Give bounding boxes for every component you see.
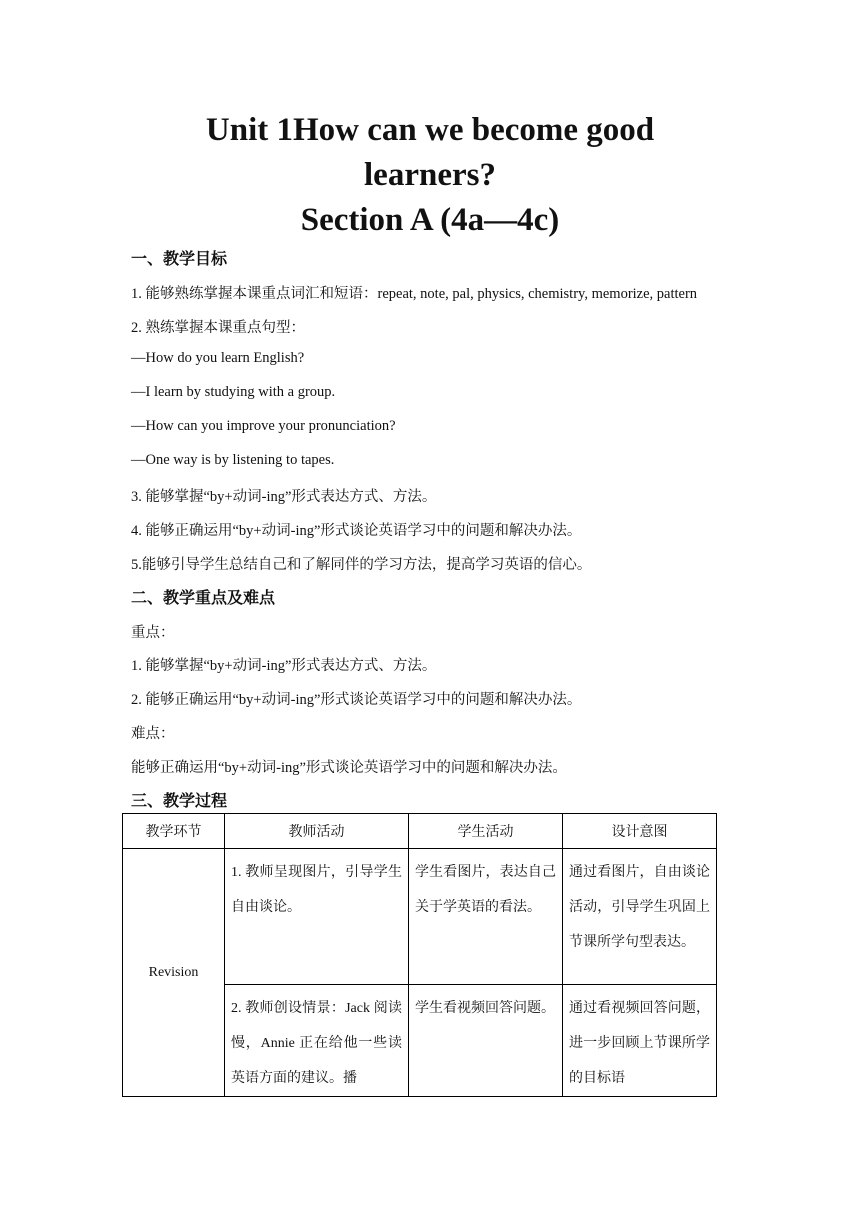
objective-item: 1. 能够熟练掌握本课重点词汇和短语：repeat, note, pal, physics, chemistry, memorize, pattern [131,286,698,302]
key-point-item: 重点： [131,625,175,641]
column-header: 教学环节 [123,814,225,849]
process-heading: 三、教学过程 [131,791,228,810]
objective-item: 2. 熟练掌握本课重点句型： [131,320,305,336]
teacher-activity-cell [225,849,409,985]
objective-item: —How do you learn English? [131,350,305,366]
key-point-item: 能够正确运用“by+动词-ing”形式谈论英语学习中的问题和解决办法。 [131,760,567,776]
title-line-1: Unit 1How can we become good [205,112,655,148]
key-point-item: 难点： [131,726,175,742]
purpose-cell [563,849,717,985]
key-point-item: 1. 能够掌握“by+动词-ing”形式表达方式、方法。 [131,658,437,674]
teacher-activity-text: 1. 教师呈现图片，引导学生自由谈论。 [231,865,402,915]
key-point-item: 2. 能够正确运用“by+动词-ing”形式谈论英语学习中的问题和解决办法。 [131,692,582,708]
title-line-2: learners? [364,157,496,193]
student-activity-cell [409,849,563,985]
title-line-3: Section A (4a—4c) [300,202,560,238]
student-activity-text: 学生看视频回答问题。 [415,1001,555,1016]
objective-item: 5.能够引导学生总结自己和了解同伴的学习方法，提高学习英语的信心。 [131,557,592,573]
column-header: 学生活动 [409,814,563,849]
student-activity-cell [409,985,563,1097]
purpose-text: 通过看视频回答问题，进一步回顾上节课所学的目标语 [569,1001,710,1086]
teacher-activity-cell [225,985,409,1097]
stage-cell: Revision [123,849,225,1097]
page-title [100,108,760,243]
teaching-process-table [122,813,717,1097]
objectives-heading: 一、教学目标 [131,249,228,268]
purpose-text: 通过看图片，自由谈论活动，引导学生巩固上节课所学句型表达。 [569,865,710,950]
student-activity-text: 学生看图片，表达自己关于学英语的看法。 [415,865,556,915]
column-header: 设计意图 [563,814,717,849]
objective-item: —I learn by studying with a group. [131,384,336,400]
objective-item: —How can you improve your pronunciation? [131,418,396,434]
table-row [123,849,717,985]
objective-item: 4. 能够正确运用“by+动词-ing”形式谈论英语学习中的问题和解决办法。 [131,523,582,539]
key-points-heading: 二、教学重点及难点 [131,588,276,607]
objective-item: 3. 能够掌握“by+动词-ing”形式表达方式、方法。 [131,489,437,505]
purpose-cell [563,985,717,1097]
teacher-activity-text: 2. 教师创设情景：Jack 阅读慢，Annie 正在给他一些读英语方面的建议。播 [231,1001,402,1086]
objective-item: —One way is by listening to tapes. [131,452,335,468]
column-header: 教师活动 [225,814,409,849]
table-header-row [123,814,717,849]
